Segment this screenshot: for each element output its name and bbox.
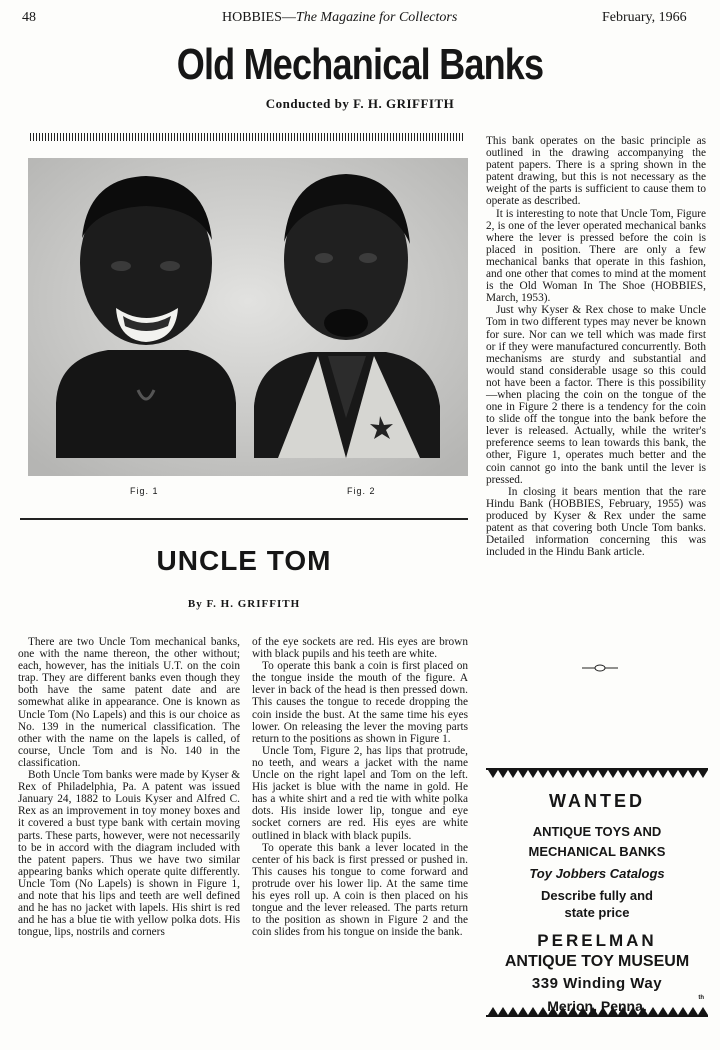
ad-catalogs: Toy Jobbers Catalogs: [529, 866, 665, 881]
ad-street: 339 Winding Way: [531, 975, 663, 992]
article-column-3: [486, 135, 706, 558]
paragraph: This bank operates on the basic principle as outlined in the drawing accompanying the patent papers. There is a spring shown in the patent drawing, but this is not necessary as the weight of the parts is sufficient to cause them to operate as described.: [486, 135, 706, 208]
ad-describe: [486, 887, 708, 921]
magazine-name: HOBBIES—: [222, 10, 296, 25]
section-divider: [20, 518, 468, 520]
fig1-caption: Fig. 1: [130, 486, 159, 496]
ad-antique-toys: ANTIQUE TOYS AND: [532, 824, 662, 839]
bank-photograph: [28, 158, 468, 476]
ad-city: Merion, Penna.: [547, 998, 647, 1014]
paragraph: Uncle Tom, Figure 2, has lips that protrude, no teeth, and wears a jacket with the name Uncle on the right lapel and Tom on the left. His jacket is blue with the name in gold. He has a white shirt and a red tie with white polka dots. His inside lower lip, tongue and eye socket corners are red. His eyes are white outlined in black with black pupils.: [252, 744, 468, 842]
page-number: 48: [22, 10, 36, 25]
paragraph: It is interesting to note that Uncle Tom, Figure 2, is one of the lever operated mechanical banks where the lever is pressed before the coin is placed in position. There are only a few mechanical banks that operate in this fashion, and one other that comes to mind at the moment is the Old Woman In The Shoe (HOBBIES, March, 1953).: [486, 207, 706, 305]
ad-code: th: [698, 995, 704, 1001]
ad-top-border: [486, 768, 708, 778]
running-header: [222, 10, 457, 26]
paragraph: Both Uncle Tom banks were made by Kyser & Rex of Philadelphia, Pa. A patent was issued January 24, 1882 to Louis Kyser and Alfred C. Rex as an improvement in toy money boxes and it covered a bust type bank with certain moving parts. These parts, however, were not necessarily to be in accord with the diagram included with the patent papers. Thus we have two similar appearing banks which operate quite differently. Uncle Tom (No Lapels) is shown in Figure 1, and note that his lips and teeth are well defined and he has no jacket with lapels. His shirt is red and he has a blue tie with yellow polka dots. His tongue, lips, nostrils and corners: [18, 769, 240, 939]
wanted-advertisement: [486, 765, 708, 1017]
paragraph: Just why Kyser & Rex chose to make Uncle Tom in two different types may never be known for sure. Nor can we tell which was made first or if they were manufactured concurrently. Both mechanisms are sturdy and substantial and would stand considerable usage so this could not have been a factor. There is this possibility—when placing the coin on the tongue of the one in Figure 2 there is a tendency for the coin to slide off the tongue into the bank before the lever is released. Actually, while the writer's preference seems to lean towards this bank, the other, Figure 1, operates much better and the coin cannot go into the bank until the lever is pressed.: [486, 304, 706, 486]
ad-bottom-border: [486, 1007, 708, 1017]
article-column-1: [18, 636, 240, 938]
article-column-2: [252, 636, 468, 938]
end-ornament: [580, 663, 620, 673]
decorative-rule: [30, 133, 465, 141]
article-byline: By F. H. GRIFFITH: [187, 598, 301, 610]
department-byline: Conducted by F. H. GRIFFITH: [265, 96, 455, 111]
fig2-caption: Fig. 2: [347, 486, 376, 496]
magazine-tagline: The Magazine for Collectors: [295, 10, 458, 25]
paragraph: To operate this bank a lever located in the center of his back is first pressed or pushed in. This causes his tongue to come forward and protrude over his lower lip. At the same time his eyes roll up. A coin is then placed on his tongue and the lever released. The parts return to the position as shown in Figure 2 and the coin slides from his tongue on inside the bank.: [252, 841, 468, 939]
ad-name: PERELMAN: [537, 931, 657, 950]
article-title: UNCLE TOM: [156, 545, 332, 576]
paragraph: In closing it bears mention that the rare Hindu Bank (HOBBIES, February, 1955) was produced by Kyser & Rex under the same patent as that covering both Uncle Tom banks. Detailed information concerning this was included in the Hindu Bank article.: [486, 485, 706, 559]
ad-museum: ANTIQUE TOY MUSEUM: [504, 953, 690, 970]
department-title: Old Mechanical Banks: [176, 40, 544, 89]
ad-mechanical-banks: MECHANICAL BANKS: [528, 844, 666, 859]
paragraph: To operate this bank a coin is first placed on the tongue inside the mouth of the figure. A lever in back of the head is then pressed down. This causes the tongue to recede dropping the coin inside the bust. At the same time his eyes lower. On releasing the lever the moving parts return to the positions as shown in Figure 1.: [252, 660, 468, 745]
ad-wanted: WANTED: [549, 791, 645, 811]
bank-photo-drawing: [28, 158, 468, 476]
ad-line: [486, 822, 708, 862]
paragraph: There are two Uncle Tom mechanical banks, one with the name thereon, the other without; each, however, has the initials U.T. on the coin trap. They are different banks even though they both have the same patent date and are somewhat alike in appearance. One is known as Uncle Tom (No Lapels) and this is our choice as No. 139 in the numerical classification. The other with the name on the lapels is called, of course, Uncle Tom and is No. 140 in the classification.: [18, 636, 240, 769]
ad-describe-fully: Describe fully and: [541, 888, 653, 903]
ad-state-price: state price: [564, 905, 630, 920]
issue-date: February, 1966: [602, 10, 687, 25]
paragraph: of the eye sockets are red. His eyes are brown with black pupils and his teeth are white.: [252, 636, 468, 661]
